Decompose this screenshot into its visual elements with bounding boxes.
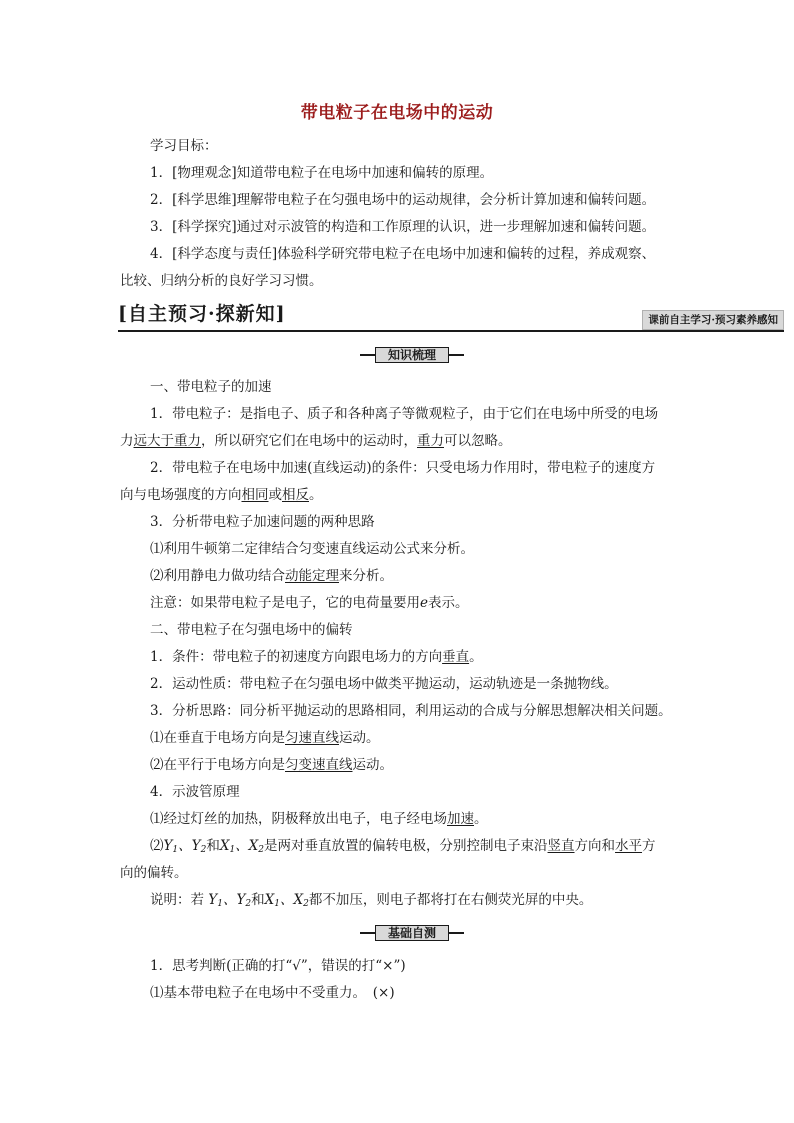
text: 1．条件：带电粒子的初速度方向跟电场力的方向 [150, 649, 443, 665]
heading-acceleration: 一、带电粒子的加速 [150, 379, 272, 395]
text: 方向和 [574, 838, 616, 854]
text: ，所以研究它们在电场中的运动时， [201, 433, 417, 449]
answer-text: 相同 [241, 487, 269, 503]
para-3-2 [150, 567, 393, 585]
text: 或 [268, 487, 282, 503]
text: 力 [120, 433, 134, 449]
answer-text: 加速 [447, 811, 474, 827]
deflect-4-2-cont: 向的偏转。 [120, 865, 188, 881]
para-2-line-1: 2．带电粒子在电场中加速(直线运动)的条件：只受电场力作用时，带电粒子的速度方 [150, 460, 656, 476]
para-1-line-2 [120, 432, 512, 450]
answer-text: 相反 [282, 487, 309, 503]
text: 注意：如果带电粒子是电子，它的电荷量要用 [150, 595, 420, 611]
answer-text: 重力 [417, 433, 444, 449]
objective-1: 1．[物理观念]知道带电粒子在电场中加速和偏转的原理。 [150, 165, 494, 181]
text: 向与电场强度的方向 [120, 487, 242, 503]
objective-3: 3．[科学探究]通过对示波管的构造和工作原理的认识，进一步理解加速和偏转问题。 [150, 219, 656, 235]
objective-2: 2．[科学思维]理解带电粒子在匀强电场中的运动规律，会分析计算加速和偏转问题。 [150, 192, 656, 208]
answer-text: 水平 [615, 838, 643, 854]
para-3: 3．分析带电粒子加速问题的两种思路 [150, 514, 375, 530]
answer-text: 竖直 [547, 838, 575, 854]
heading-deflection: 二、带电粒子在匀强电场中的偏转 [150, 622, 353, 638]
text: 。 [474, 811, 488, 827]
banner-self-test [360, 925, 464, 941]
deflect-4-1 [150, 810, 488, 828]
text: 是两对垂直放置的偏转电极，分别控制电子束沿 [264, 838, 548, 854]
deflect-2: 2．运动性质：带电粒子在匀强电场中做类平抛运动，运动轨迹是一条抛物线。 [150, 676, 618, 692]
deflect-3-1 [150, 729, 380, 747]
text: 。 [469, 649, 483, 665]
text: 说明：若 [150, 892, 204, 908]
electrode-symbols: $Y_1$、$Y_2$ [163, 838, 207, 855]
deflect-1 [150, 648, 483, 666]
electrode-symbols: $Y_1$、$Y_2$ [208, 892, 252, 909]
electrode-symbols: $X_1$、$X_2$ [219, 838, 265, 855]
text: 都不加压，则电子都将打在右侧荧光屏的中央。 [308, 892, 593, 908]
section-tag: 课前自主学习·预习素养感知 [642, 310, 784, 330]
text: 可以忽略。 [444, 433, 512, 449]
text: 来分析。 [339, 568, 393, 584]
answer-text: 垂直 [442, 649, 470, 665]
symbol: e [420, 595, 428, 611]
test-1-1: ⑴基本带电粒子在电场中不受重力。 (×) [150, 985, 395, 1001]
text: 运动。 [352, 757, 393, 773]
banner-label: 知识梳理 [375, 347, 449, 363]
para-2-line-2 [120, 486, 323, 504]
test-1: 1．思考判断(正确的打“√”，错误的打“×”) [150, 958, 406, 974]
explanation: 说明：若 $Y_1$、$Y_2$和$X_1$、$X_2$都不加压，则电子都将打在右侧荧光屏的中央。 [150, 892, 593, 909]
objectives-heading: 学习目标： [150, 138, 218, 154]
text: 方 [642, 838, 656, 854]
para-3-1: ⑴利用牛顿第二定律结合匀变速直线运动公式来分析。 [150, 541, 474, 557]
deflect-4-2: $⑵Y_1$、$Y_2$和$X_1$、$X_2$是两对垂直放置的偏转电极，分别控制电子束沿竖直方向和水平方 [150, 838, 656, 855]
deflect-4: 4．示波管原理 [150, 784, 240, 800]
deflect-3: 3．分析思路：同分析平抛运动的思路相同，利用运动的合成与分解思想解决相关问题。 [150, 703, 672, 719]
answer-text: 动能定理 [285, 568, 339, 584]
answer-text: 匀变速直线 [285, 757, 353, 773]
section-title: [自主预习·探新知] [118, 303, 286, 325]
text: 运动。 [339, 730, 380, 746]
objective-4: 4．[科学态度与责任]体验科学研究带电粒子在电场中加速和偏转的过程，养成观察、 [150, 246, 656, 262]
text: ⑵在平行于电场方向是 [150, 757, 285, 773]
text: ⑵ [150, 838, 164, 854]
banner-label: 基础自测 [375, 925, 449, 941]
banner-knowledge [360, 347, 464, 363]
note [150, 594, 469, 612]
para-1-line-1: 1．带电粒子：是指电子、质子和各种离子等微观粒子，由于它们在电场中所受的电场 [150, 406, 659, 422]
answer-text: 匀速直线 [285, 730, 339, 746]
answer-text: 远大于重力 [133, 433, 201, 449]
text: ⑵利用静电力做功结合 [150, 568, 285, 584]
text: ⑴经过灯丝的加热，阴极释放出电子，电子经电场 [150, 811, 447, 827]
objective-4-cont: 比较、归纳分析的良好学习习惯。 [120, 273, 323, 289]
page-title: 带电粒子在电场中的运动 [300, 103, 494, 123]
text: ⑴在垂直于电场方向是 [150, 730, 285, 746]
text: 表示。 [428, 595, 469, 611]
section-banner [118, 302, 784, 332]
deflect-3-2 [150, 756, 393, 774]
electrode-symbols: $X_1$、$X_2$ [264, 892, 309, 909]
text: 。 [309, 487, 323, 503]
